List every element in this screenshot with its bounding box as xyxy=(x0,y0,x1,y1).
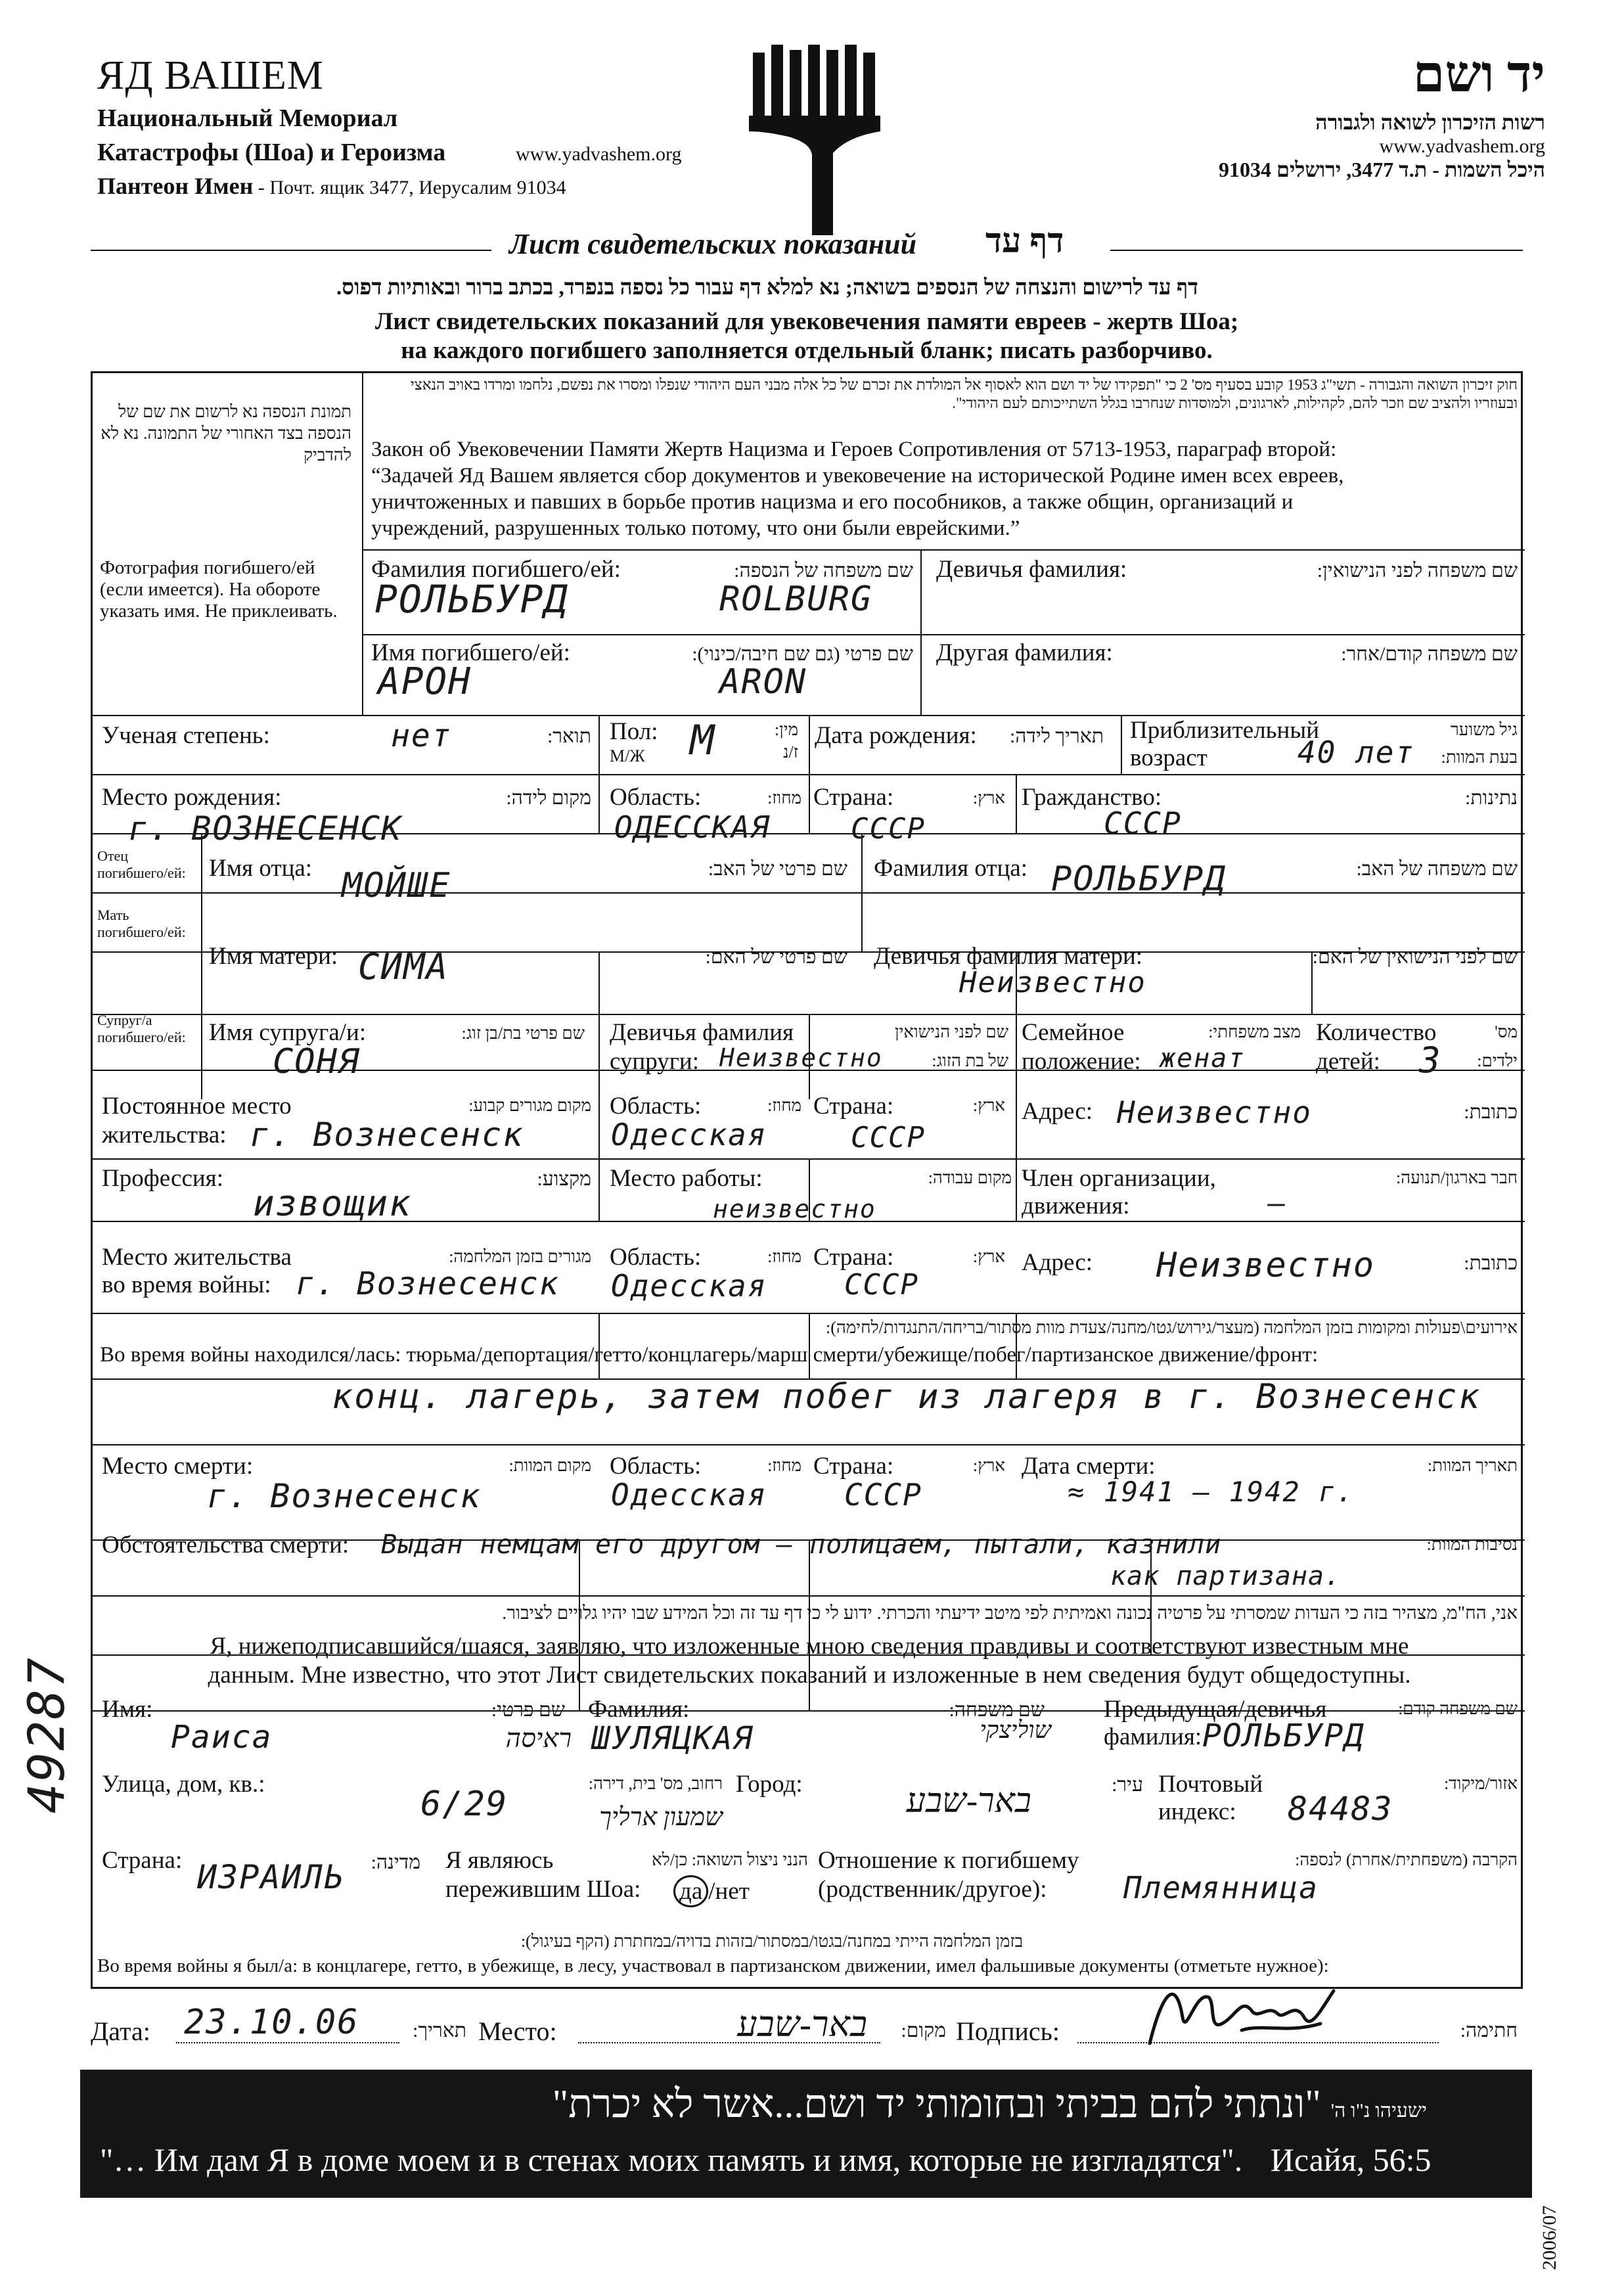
death-place-label-he: מקום המוות: xyxy=(508,1456,591,1475)
signature-label-ru: Подпись: xyxy=(956,2016,1060,2046)
age-label-ru-2: возраст xyxy=(1130,744,1207,771)
spouse-maiden-label-ru-2: супруги: xyxy=(610,1048,700,1075)
marital-value[interactable]: женат xyxy=(1160,1043,1246,1074)
banner-ref-he: ישעיהו נ"ו ה' xyxy=(1330,2100,1427,2122)
zip-label-he: אזור/מיקוד: xyxy=(1443,1774,1518,1793)
yad-vashem-logo-icon xyxy=(749,45,884,235)
birthplace-label-he: מקום לידה: xyxy=(506,787,591,809)
death-circumstances-label-ru: Обстоятельства смерти: xyxy=(102,1532,350,1558)
death-circumstances-label-he: נסיבות המוות: xyxy=(1426,1535,1518,1554)
victim-first-name-lat[interactable]: ARON xyxy=(719,662,807,702)
workplace-value[interactable]: неизвестно xyxy=(713,1194,876,1223)
war-country-label-ru: Страна: xyxy=(813,1244,894,1271)
spouse-side-label: Супруг/а погибшего/ей: xyxy=(97,1012,186,1045)
death-place-value[interactable]: г. Вознесенск xyxy=(207,1477,482,1515)
law-text-he: חוק זיכרון השואה והגבורה - תשי"ג 1953 קובע בסעיף מס' 2 כי "תפקידו של יד ושם הוא לאסוף אל המולדת את זכרם של כל אלה מבני העם היהודי שנפלו ומסרו את נפשם, נלחמו ומרדו באויב הנאצי ובעוזריו ולהציב שם וזכר להם, לקהילות, לארגונים, ולמוסדות שנחרבו בגלל השתייכותם לעם היהודי". xyxy=(410,376,1518,411)
maiden-name-label-ru: Девичья фамилия: xyxy=(936,556,1127,583)
residence-label-he: מקום מגורים קבוע: xyxy=(468,1096,591,1115)
death-country-label-he: ארץ: xyxy=(972,1456,1005,1475)
residence-region-label-ru: Область: xyxy=(610,1093,702,1120)
pantheon-address: - Почт. ящик 3477, Иерусалим 91034 xyxy=(253,177,566,198)
membership-label-ru-2: движения: xyxy=(1022,1193,1130,1219)
submitter-name-value[interactable]: Раиса xyxy=(171,1719,273,1756)
children-value[interactable]: 3 xyxy=(1419,1039,1442,1081)
children-label-he: מס' xyxy=(1495,1022,1518,1041)
date-value[interactable]: 23.10.06 xyxy=(184,2003,359,2042)
war-residence-label-ru-2: во время войны: xyxy=(102,1271,271,1298)
age-label-he: גיל משוער xyxy=(1450,720,1518,739)
declaration-ru-1: Я, нижеподписавшийся/шаяся, заявляю, что изложенные мною сведения правдивы и соответствуют известным мне xyxy=(210,1633,1409,1660)
date-label-he: תאריך: xyxy=(413,2020,466,2041)
law-text-ru-3: уничтоженных и павших в борьбе против нацизма и его пособников, а также общин, организаций и xyxy=(371,490,1294,514)
survivor-label-ru-2: пережившим Шоа: xyxy=(445,1876,641,1903)
father-surname-label-ru: Фамилия отца: xyxy=(874,855,1028,882)
title-rule-right xyxy=(1110,250,1523,251)
city-label-he: עיר: xyxy=(1112,1774,1143,1796)
submitter-prev-label-ru-2: фамилия: xyxy=(1104,1723,1202,1750)
wartime-label-he: בזמן המלחמה הייתי במחנה/בגטו/במסתור/בזהות בדויה/במחתרת (הקף בעיגול): xyxy=(520,1932,1024,1951)
father-name-label-ru: Имя отца: xyxy=(209,855,313,882)
photo-instructions-he: תמונת הנספה נא לרשום את שם של הנספה בצד האחורי של התמונה. נא לא להדביק xyxy=(101,402,351,465)
father-surname-value[interactable]: РОЛЬБУРД xyxy=(1051,859,1227,899)
residence-region-label-he: מחוז: xyxy=(767,1096,801,1115)
org-subtitle-ru: Национальный Мемориал xyxy=(97,104,398,132)
residence-address-label-ru: Адрес: xyxy=(1022,1098,1093,1125)
city-value[interactable]: באר-שבע xyxy=(906,1783,1031,1820)
war-address-label-he: כתובת: xyxy=(1464,1252,1518,1274)
form-title-he: דף עד xyxy=(985,223,1064,260)
law-text-ru-1: Закон об Увековечении Памяти Жертв Нацизма и Героев Сопротивления от 5713-1953, параграф второй: xyxy=(371,438,1337,461)
war-events-value[interactable]: конц. лагерь, затем побег из лагеря в г. Вознесенск xyxy=(332,1377,1481,1417)
war-residence-label-he: מגורים בזמן המלחמה: xyxy=(449,1247,591,1266)
submitter-surname-label-ru: Фамилия: xyxy=(588,1696,690,1723)
marital-label-ru: Семейное xyxy=(1022,1019,1125,1046)
war-region-value[interactable]: Одесская xyxy=(611,1268,767,1304)
sex-label-ru-options: М/Ж xyxy=(610,746,645,765)
birthplace-value[interactable]: г. ВОЗНЕСЕНСК xyxy=(128,809,403,848)
citizenship-label-he: נתינות: xyxy=(1465,787,1518,809)
signature-image[interactable] xyxy=(1137,1978,1373,2050)
war-country-value[interactable]: СССР xyxy=(844,1268,919,1302)
war-address-value[interactable]: Неизвестно xyxy=(1156,1246,1376,1285)
photo-instructions-ru: Фотография погибшего/ей (если имеется). На обороте указать имя. Не приклеивать. xyxy=(100,557,338,622)
birth-country-value[interactable]: СССР xyxy=(851,812,926,846)
org-address-ru xyxy=(97,172,566,200)
dob-label-he: תאריך לידה: xyxy=(1009,725,1104,747)
other-surname-label-he: שם משפחה קודם/אחר: xyxy=(1341,643,1518,665)
submitter-name-label-he: שם פרטי: xyxy=(491,1699,565,1721)
death-date-value[interactable]: ≈ 1941 – 1942 г. xyxy=(1068,1476,1355,1508)
banner-quote-he xyxy=(80,2081,1427,2127)
sex-label-he: מין: xyxy=(774,720,798,739)
banner-ref-ru: Исайя, 56:5 xyxy=(1270,2141,1432,2178)
membership-value[interactable]: – xyxy=(1268,1187,1287,1220)
sex-value[interactable]: М xyxy=(690,716,716,764)
org-name-ru: ЯД ВАШЕМ xyxy=(97,53,324,98)
father-surname-label-he: שם משפחה של האב: xyxy=(1356,858,1518,880)
spouse-maiden-label-ru: Девичья фамилия xyxy=(610,1019,794,1046)
profession-label-he: מקצוע: xyxy=(537,1168,591,1190)
spouse-name-label-ru: Имя супруга/и: xyxy=(209,1019,367,1046)
war-residence-label-ru: Место жительства xyxy=(102,1244,292,1271)
mother-side-label: Мать погибшего/ей: xyxy=(97,907,186,940)
degree-label-ru: Ученая степень: xyxy=(102,722,270,749)
mother-name-label-he: שם פרטי של האם: xyxy=(705,946,847,968)
residence-label-ru-2: жительства: xyxy=(102,1122,227,1148)
survivor-no[interactable]: нет xyxy=(715,1878,750,1905)
spouse-maiden-value[interactable]: Неизвестно xyxy=(719,1043,883,1072)
surname-label-ru: Фамилия погибшего/ей: xyxy=(371,556,621,583)
death-country-label-ru: Страна: xyxy=(813,1453,894,1480)
victim-first-name-cyr[interactable]: АРОН xyxy=(378,660,472,703)
birth-region-label-he: מחוז: xyxy=(767,788,801,807)
place-line xyxy=(578,2042,880,2043)
mother-maiden-label-he: שם לפני הנישואין של האם: xyxy=(1312,946,1518,968)
death-circumstances-value-1[interactable]: Выдан немцам его другом – полицаем, пытали, казнили xyxy=(381,1530,1222,1560)
submitter-surname-label-he: שם משפחה: xyxy=(949,1699,1045,1721)
spouse-maiden-label-he: שם לפני הנישואין xyxy=(894,1022,1008,1041)
other-surname-label-ru: Другая фамилия: xyxy=(936,639,1113,666)
sex-label-he-options: ז/נ xyxy=(783,742,798,762)
website-left[interactable]: www.yadvashem.org xyxy=(516,143,682,165)
war-region-label-ru: Область: xyxy=(610,1244,702,1271)
submitter-prev-value[interactable]: РОЛЬБУРД xyxy=(1202,1717,1365,1754)
street-number-value[interactable]: 6/29 xyxy=(420,1785,508,1824)
residence-region-value[interactable]: Одесская xyxy=(611,1117,767,1152)
age-value[interactable]: 40 лет xyxy=(1297,735,1415,770)
survivor-options xyxy=(673,1875,750,1907)
residence-value[interactable]: г. Вознесенск xyxy=(250,1116,524,1154)
wartime-label-ru: Во время войны я был/а: в концлагере, гетто, в убежище, в лесу, участвовал в партизанском движении, имел фальшивые документы (отметьте нужное): xyxy=(97,1955,1329,1976)
mother-maiden-label-ru: Девичья фамилия матери: xyxy=(874,943,1143,970)
marital-label-he: מצב משפחתי: xyxy=(1208,1022,1301,1041)
survivor-separator: / xyxy=(708,1878,715,1905)
org-subtitle-ru-2: Катастрофы (Шоа) и Героизма xyxy=(97,139,446,166)
war-residence-value[interactable]: г. Вознесенск xyxy=(296,1265,560,1302)
isaiah-banner xyxy=(80,2070,1532,2198)
birth-country-label-he: ארץ: xyxy=(972,788,1005,807)
children-label-ru-2: детей: xyxy=(1316,1048,1380,1075)
mother-maiden-value[interactable]: Неизвестно xyxy=(959,966,1146,999)
mother-name-label-ru: Имя матери: xyxy=(209,943,338,970)
war-address-label-ru: Адрес: xyxy=(1022,1249,1093,1276)
pantheon-label: Пантеон Имен xyxy=(97,173,254,199)
death-region-label-ru: Область: xyxy=(610,1453,702,1480)
street-label-he: רחוב, מס' בית, דירה: xyxy=(588,1774,723,1793)
children-label-ru: Количество xyxy=(1316,1019,1437,1046)
father-name-label-he: שם פרטי של האב: xyxy=(708,858,847,880)
submitter-name-he[interactable]: ראיסה xyxy=(505,1723,572,1753)
war-region-label-he: מחוז: xyxy=(767,1247,801,1266)
membership-label-he: חבר בארגון/תנועה: xyxy=(1395,1168,1518,1187)
birth-region-value[interactable]: ОДЕССКАЯ xyxy=(614,809,771,845)
sex-label-ru: Пол: xyxy=(610,718,658,745)
law-text-ru-4: учреждений, разрушенных только потому, что они были еврейскими.” xyxy=(371,516,1020,540)
residence-country-value[interactable]: СССР xyxy=(851,1121,926,1154)
death-circumstances-value-2[interactable]: как партизана. xyxy=(1110,1561,1342,1591)
residence-label-ru: Постоянное место xyxy=(102,1093,292,1120)
instructions-ru-1: Лист свидетельских показаний для увековечения памяти евреев - жертв Шоа; xyxy=(374,308,1239,335)
street-name-he-value[interactable]: שמעון ארליך xyxy=(599,1804,723,1831)
org-name-he: יד ושם xyxy=(1412,45,1545,102)
citizenship-label-ru: Гражданство: xyxy=(1022,784,1162,811)
relation-label-ru: Отношение к погибшему xyxy=(818,1847,1079,1874)
submitter-surname-he[interactable]: שוליצקי xyxy=(980,1717,1051,1743)
war-events-label-ru: Во время войны находился/лась: тюрьма/депортация/гетто/концлагерь/марш смерти/убежище/побег/партизанское движение/фронт: xyxy=(100,1343,1319,1367)
org-address-he: היכל השמות - ת.ד 3477, ירושלים 91034 xyxy=(1219,158,1545,181)
survivor-label-ru: Я являюсь xyxy=(445,1847,554,1874)
profession-value[interactable]: извощик xyxy=(253,1183,412,1224)
spouse-name-label-he: שם פרטי בת/בן זוג: xyxy=(461,1024,585,1043)
first-name-label-ru: Имя погибшего/ей: xyxy=(371,639,570,666)
death-country-value[interactable]: СССР xyxy=(844,1477,922,1512)
zip-value[interactable]: 84483 xyxy=(1288,1790,1393,1828)
death-region-value[interactable]: Одесская xyxy=(611,1477,767,1512)
declaration-he: אני, הח"מ, מצהיר בזה כי העדות שמסרתי על פרטיה נכונה ואמיתית לפי מיטב ידיעתי והכרתי. ידוע לי כי דף עד זה וכל המידע שבו יהיו גלויים לציבור. xyxy=(502,1603,1518,1624)
relation-label-he: הקרבה (משפחתית/אחרת) לנספה: xyxy=(1295,1850,1518,1869)
zip-label-ru: Почтовый xyxy=(1158,1771,1263,1798)
survivor-yes-circled[interactable]: да xyxy=(673,1875,708,1907)
submitter-surname-value[interactable]: ШУЛЯЦКАЯ xyxy=(591,1720,754,1757)
death-date-label-he: תאריך המוות: xyxy=(1427,1456,1518,1475)
submitter-country-label-he: מדינה: xyxy=(371,1852,420,1873)
surname-label-he: שם משפחה של הנספה: xyxy=(734,560,913,581)
children-label-he-2: ילדים: xyxy=(1477,1051,1518,1070)
org-subtitle-he: רשות הזיכרון לשואה ולגבורה xyxy=(1315,110,1545,134)
place-label-he: מקום: xyxy=(901,2020,946,2041)
war-events-label-he: אירועים\פעולות ומקומות בזמן המלחמה (מעצר/גירוש/גטו/מחנה/צעדת מוות מסתור/בריחה/התנגדות/לחימה): xyxy=(826,1318,1518,1337)
relation-value[interactable]: Племянница xyxy=(1123,1870,1319,1905)
residence-country-label-he: ארץ: xyxy=(972,1096,1005,1115)
banner-quote-ru xyxy=(100,2141,1432,2179)
archive-number: 49287 xyxy=(17,1656,76,1813)
death-date-label-ru: Дата смерти: xyxy=(1022,1453,1156,1480)
submitter-country-value[interactable]: ИЗРАИЛЬ xyxy=(197,1858,345,1896)
date-line xyxy=(176,2042,399,2043)
mother-name-value[interactable]: СИМА xyxy=(358,946,449,988)
spouse-maiden-label-he-2: של בת הזוג: xyxy=(932,1051,1008,1070)
place-label-ru: Место: xyxy=(478,2016,557,2046)
survivor-label-he: הנני ניצול השואה: כן/לא xyxy=(651,1850,808,1869)
birth-region-label-ru: Область: xyxy=(610,784,702,811)
profession-label-ru: Профессия: xyxy=(102,1165,223,1192)
title-rule-left xyxy=(91,250,491,251)
residence-address-value[interactable]: Неизвестно xyxy=(1117,1095,1312,1130)
workplace-label-he: מקום עבודה: xyxy=(928,1168,1012,1187)
instructions-ru-2: на каждого погибшего заполняется отдельный бланк; писать разборчиво. xyxy=(401,337,1213,364)
signature-label-he: חתימה: xyxy=(1460,2020,1518,2041)
victim-surname-cyr[interactable]: РОЛЬБУРД xyxy=(374,577,569,622)
law-text-ru-2: “Задачей Яд Вашем является сбор документов и увековечение на исторической Родине имен всех евреев, xyxy=(371,464,1344,488)
city-label-ru: Город: xyxy=(736,1771,803,1798)
banner-text-he: "ונתתי להם בביתי ובחומותי יד ושם...אשר לא יכרת" xyxy=(552,2082,1321,2126)
signature-line xyxy=(1077,2042,1439,2043)
street-label-ru: Улица, дом, кв.: xyxy=(102,1771,265,1798)
submitter-prev-label-he: שם משפחה קודם: xyxy=(1398,1699,1518,1718)
zip-label-ru-2: индекс: xyxy=(1158,1798,1236,1825)
maiden-name-label-he: שם משפחה לפני הנישואין: xyxy=(1317,560,1518,581)
age-label-ru: Приблизительный xyxy=(1130,717,1319,744)
membership-label-ru: Член организации, xyxy=(1022,1165,1216,1192)
spouse-name-value[interactable]: СОНЯ xyxy=(273,1042,361,1081)
first-name-label-he: שם פרטי (גם שם חיבה/כינוי): xyxy=(692,643,913,665)
citizenship-value[interactable]: СССР xyxy=(1104,806,1182,841)
marital-label-ru-2: положение: xyxy=(1022,1048,1141,1075)
residence-address-label-he: כתובת: xyxy=(1464,1101,1518,1123)
birthplace-label-ru: Место рождения: xyxy=(102,784,282,811)
submitter-name-label-ru: Имя: xyxy=(102,1696,153,1723)
residence-country-label-ru: Страна: xyxy=(813,1093,894,1120)
place-value[interactable]: באר-שבע xyxy=(737,2005,867,2044)
age-label-he-2: בעת המוות: xyxy=(1441,748,1518,767)
form-title-ru: Лист свидетельских показаний xyxy=(509,228,917,260)
date-label-ru: Дата: xyxy=(91,2016,150,2046)
relation-label-ru-2: (родственник/другое): xyxy=(818,1876,1047,1903)
form-code: 2006/07 xyxy=(1539,2205,1560,2270)
dob-label-ru: Дата рождения: xyxy=(815,722,977,749)
degree-value[interactable]: нет xyxy=(391,717,452,754)
workplace-label-ru: Место работы: xyxy=(610,1165,763,1192)
banner-text-ru: "… Им дам Я в доме моем и в стенах моих память и имя, которые не изгладятся". xyxy=(100,2141,1243,2178)
instructions-he: דף עד לרישום והנצחה של הנספים בשואה; נא למלא דף עבור כל נספה בנפרד, בכתב ברור ובאותיות דפוס. xyxy=(336,276,1198,300)
war-country-label-he: ארץ: xyxy=(972,1247,1005,1266)
submitter-country-label-ru: Страна: xyxy=(102,1847,183,1874)
death-region-label-he: מחוז: xyxy=(767,1456,801,1475)
father-side-label: Отец погибшего/ей: xyxy=(97,848,186,881)
declaration-ru-2: данным. Мне известно, что этот Лист свидетельских показаний и изложенные в нем сведения будут общедоступны. xyxy=(208,1662,1411,1689)
father-name-value[interactable]: МОЙШЕ xyxy=(342,866,451,905)
death-place-label-ru: Место смерти: xyxy=(102,1453,254,1480)
submitter-prev-label-ru: Предыдущая/девичья xyxy=(1104,1696,1327,1723)
victim-surname-lat[interactable]: ROLBURG xyxy=(719,580,873,619)
website-right[interactable]: www.yadvashem.org xyxy=(1379,135,1545,157)
degree-label-he: תואר: xyxy=(547,725,591,747)
birth-country-label-ru: Страна: xyxy=(813,784,894,811)
